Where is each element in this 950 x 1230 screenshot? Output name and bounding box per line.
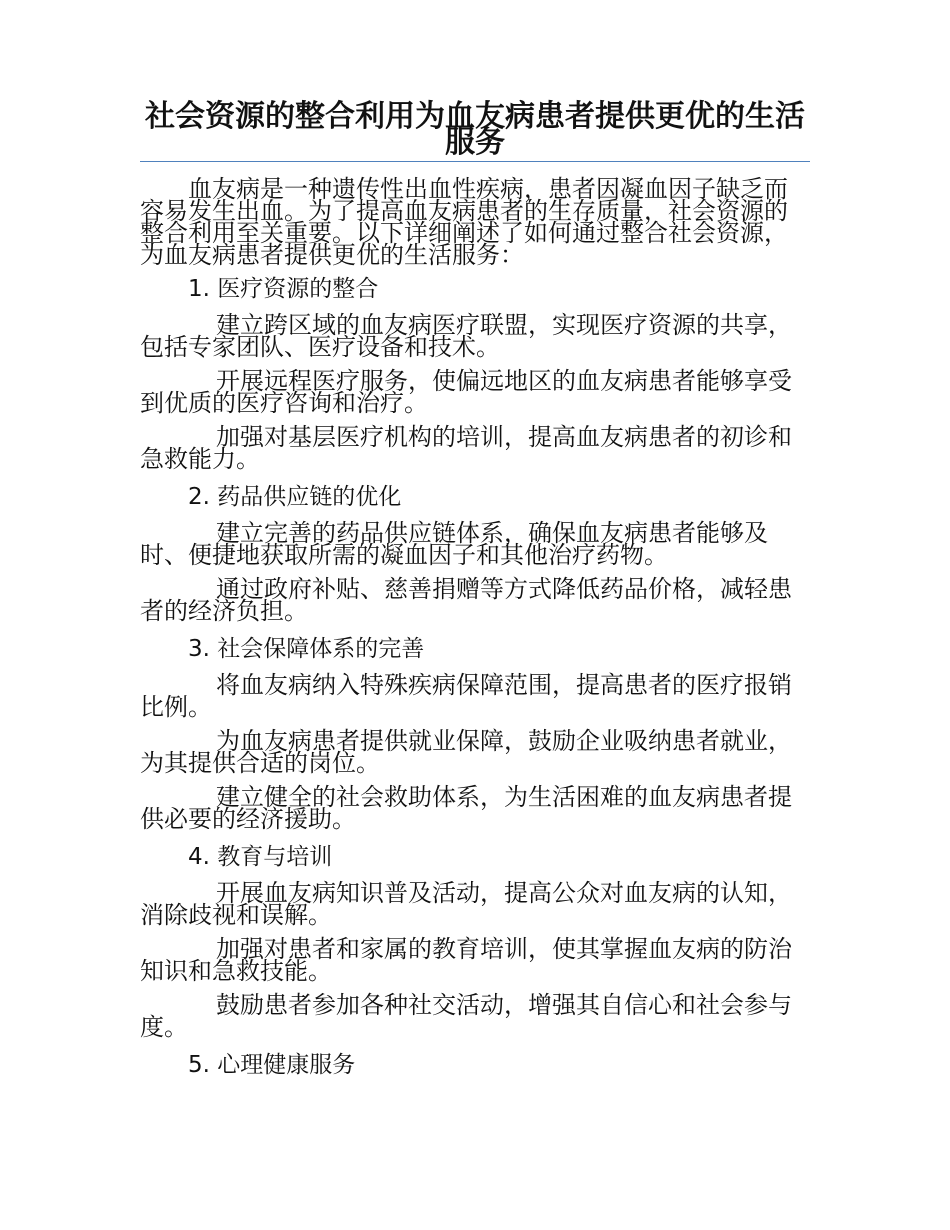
section-heading: 4. 教育与培训 [188,844,333,870]
section-mental-health [140,1050,810,1080]
list-item: 为血友病患者提供就业保障，鼓励企业吸纳患者就业，为其提供合适的岗位。 [140,727,792,777]
list-item: 将血友病纳入特殊疾病保障范围，提高患者的医疗报销比例。 [140,671,792,721]
list-item: 开展血友病知识普及活动，提高公众对血友病的认知，消除歧视和误解。 [140,879,792,929]
list-item: 鼓励患者参加各种社交活动，增强其自信心和社会参与度。 [140,991,792,1041]
list-item: 加强对基层医疗机构的培训，提高血友病患者的初诊和急救能力。 [140,423,792,473]
list-item: 建立完善的药品供应链体系，确保血友病患者能够及时、便捷地获取所需的凝血因子和其他治疗药物。 [140,519,768,569]
document-title: 社会资源的整合利用为血友病患者提供更优的生活服务 [145,99,805,160]
section-social-security [140,634,810,833]
list-item: 加强对患者和家属的教育培训，使其掌握血友病的防治知识和急救技能。 [140,935,792,985]
section-heading: 2. 药品供应链的优化 [188,484,402,510]
list-item: 通过政府补贴、慈善捐赠等方式降低药品价格，减轻患者的经济负担。 [140,575,792,625]
list-item: 建立健全的社会救助体系，为生活困难的血友病患者提供必要的经济援助。 [140,783,792,833]
document-body [140,175,810,1090]
intro-paragraph: 血友病是一种遗传性出血性疾病，患者因凝血因子缺乏而容易发生出血。为了提高血友病患者的生存质量，社会资源的整合利用至关重要。以下详细阐述了如何通过整合社会资源，为血友病患者提供更优的生活服务： [140,175,788,269]
section-heading: 3. 社会保障体系的完善 [188,636,425,662]
list-item: 开展远程医疗服务，使偏远地区的血友病患者能够享受到优质的医疗咨询和治疗。 [140,367,792,417]
title-underline [140,161,810,162]
list-item: 建立跨区域的血友病医疗联盟，实现医疗资源的共享，包括专家团队、医疗设备和技术。 [140,311,792,361]
section-heading: 1. 医疗资源的整合 [188,276,379,302]
section-drug-supply [140,482,810,625]
section-heading: 5. 心理健康服务 [188,1052,356,1078]
section-education-training [140,842,810,1041]
section-medical-resources [140,274,810,473]
